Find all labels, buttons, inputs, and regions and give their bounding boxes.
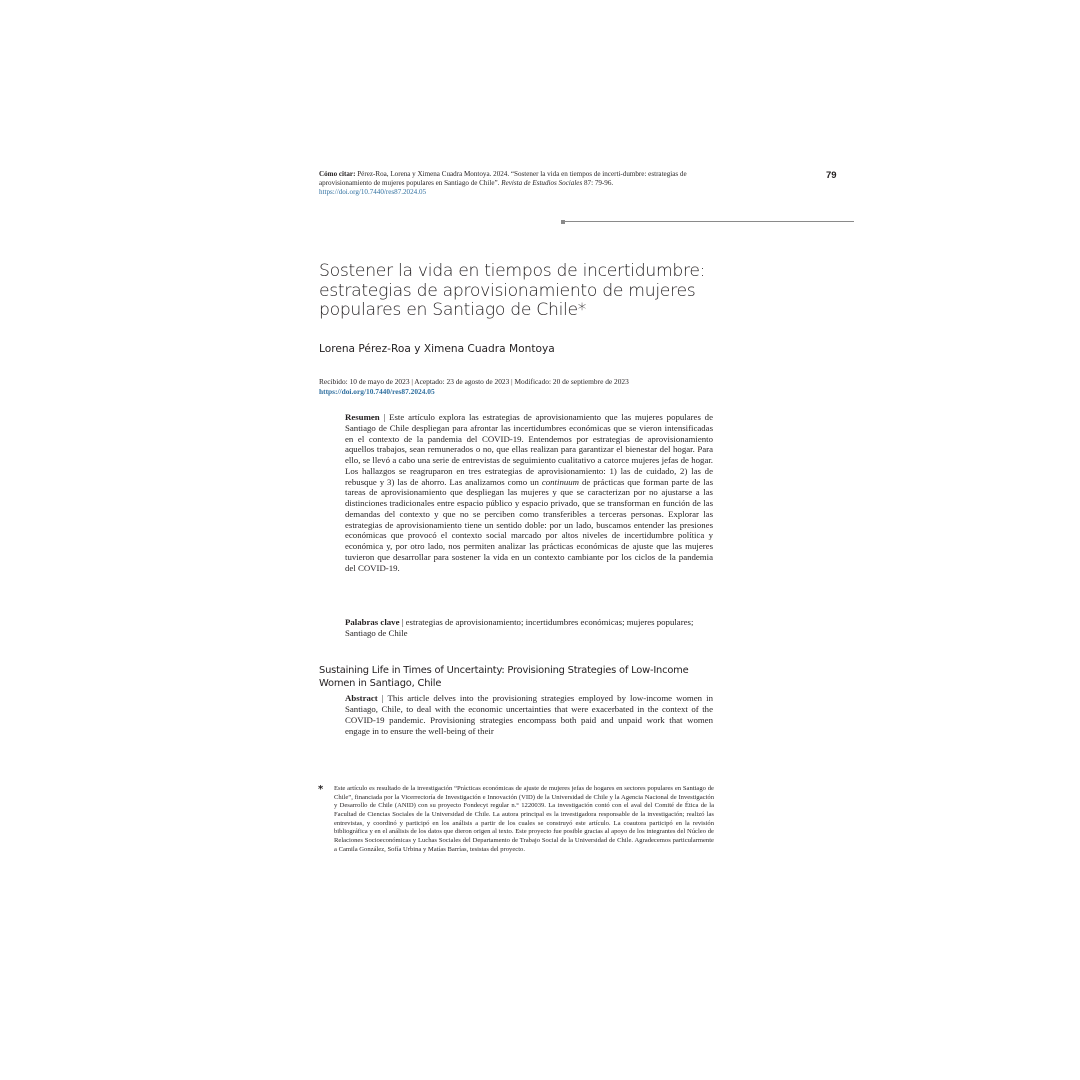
article-title: Sostener la vida en tiempos de incertidumbre: estrategias de aprovisionamiento de mujeres populares en Santiago de Chile* — [319, 261, 706, 320]
footnote-mark: * — [318, 784, 324, 795]
abstract-text: | This article delves into the provisioning strategies employed by low-income women in Santiago, Chile, to deal with the economic uncertainties that were exacerbated in the context of the COVID-19 pandemic. Provisioning strategies encompass both paid and unpaid work that women engage in to ensure the well-being of their — [345, 693, 713, 736]
citation-text: Pérez-Roa, Lorena y Ximena Cuadra Montoya. 2024. “Sostener la vida en tiempos de incerti-dumbre: estrategias de aprovisionamiento de mujeres populares en Santiago de Chile”. — [319, 170, 687, 187]
footnote-text: Este artículo es resultado de la investigación “Prácticas económicas de ajuste de mujeres jefas de hogares en sectores populares en Santiago de Chile”, financiada por la Vicerrectoría de Investigación e Innovación (VID) de la Universidad de Chile y la Agencia Nacional de Investigación y Desarrollo de Chile (ANID) con su proyecto Fondecyt regular n.° 1220039. La investigación contó con el aval del Comité de Ética de la Facultad de Ciencias Sociales de la Universidad de Chile. La autora principal es la investigadora responsable de la investigación; realizó las entrevistas, y coordinó y participó en los análisis a partir de los cuales se construyó este artículo. La coautora participó en la revisión bibliográfica y en el análisis de los datos que dieron origen al texto. Este proyecto fue posible gracias al apoyo de los integrantes del Núcleo de Relaciones Socioeconómicas y Luchas Sociales del Departamento de Trabajo Social de la Universidad de Chile. Agradecemos particularmente a Camila González, Sofía Urbina y Matías Barrías, tesistas del proyecto. — [334, 785, 714, 853]
citation-pages: 87: 79-96. — [584, 178, 614, 187]
article-dates: Recibido: 10 de mayo de 2023 | Aceptado: 23 de agosto de 2023 | Modificado: 20 de septiembre de 2023 — [319, 377, 629, 386]
article-doi-link[interactable]: https://doi.org/10.7440/res87.2024.05 — [319, 386, 435, 396]
citation-label: Cómo citar: — [319, 170, 356, 178]
abstract-label: Abstract — [345, 693, 378, 703]
citation-block — [319, 170, 719, 197]
english-title: Sustaining Life in Times of Uncertainty: Provisioning Strategies of Low-Income Women in Santiago, Chile — [319, 665, 689, 689]
page-number: 79 — [826, 170, 837, 181]
resumen-paragraph — [345, 412, 713, 573]
resumen-italic: continuum — [541, 476, 579, 487]
resumen-text-b: de prácticas que forman parte de las tareas de aprovisionamiento que despliegan las mujeres y que se caracterizan por no ajustarse a las distinciones tradicionales entre espacio público y espacio privado, que se transforman en función de las demandas del contexto y que no se perciben como transferibles a terceras personas. Explorar las estrategias de aprovisionamiento tiene un sentido doble: por un lado, buscamos entender las presiones económicas que provocó el contexto social marcado por altos niveles de incertidumbre política y económica y, por otro lado, nos permiten analizar las prácticas económicas de ajuste que las mujeres tuvieron que desarrollar para sostener la vida en un contexto cambiante por los ciclos de la pandemia del COVID-19. — [345, 476, 713, 573]
resumen-text-a: | Este artículo explora las estrategias de aprovisionamiento que las mujeres populares de Santiago de Chile despliegan para afrontar las incertidumbres económicas que se vieron intensificadas en el contexto de la pandemia del COVID-19. Entendemos por estrategias de aprovisionamiento aquellos trabajos, sean remunerados o no, que ellas realizan para garantizar el bienestar del hogar. Para ello, se llevó a cabo una serie de entrevistas de seguimiento cualitativo a catorce mujeres jefas de hogar. Los hallazgos se reagruparon en tres estrategias de aprovisionamiento: 1) las de cuidado, 2) las de rebusque y 3) las de ahorro. Las analizamos como un — [345, 412, 713, 487]
keywords-paragraph — [345, 617, 713, 639]
keywords-label: Palabras clave — [345, 617, 400, 627]
header-rule — [562, 221, 854, 222]
keywords-text: | estrategias de aprovisionamiento; incertidumbres económicas; mujeres populares; Santiago de Chile — [345, 617, 694, 638]
abstract-paragraph — [345, 693, 713, 737]
article-authors: Lorena Pérez-Roa y Ximena Cuadra Montoya — [319, 343, 555, 355]
journal-name: Revista de Estudios Sociales — [501, 178, 583, 187]
article-dates-block — [319, 377, 739, 396]
citation-doi-link[interactable]: https://doi.org/10.7440/res87.2024.05 — [319, 187, 427, 196]
resumen-label: Resumen — [345, 412, 380, 422]
